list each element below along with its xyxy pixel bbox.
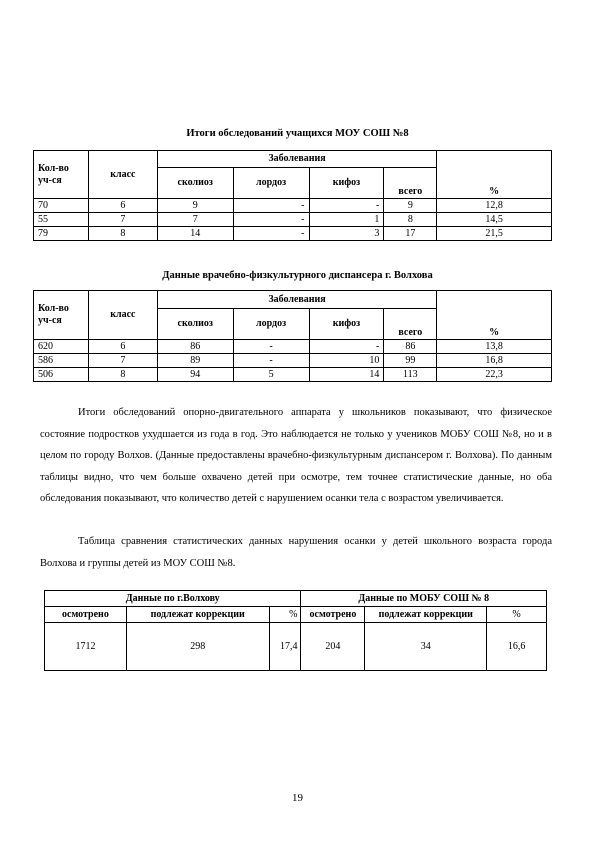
header-correction-school: подлежат коррекции bbox=[365, 607, 487, 623]
header-lordosis: лордоз bbox=[233, 168, 309, 199]
table1-title: Итоги обследований учащихся МОУ СОШ №8 bbox=[186, 128, 409, 139]
cell: 8 bbox=[88, 227, 157, 241]
header-examined-school: осмотрено bbox=[301, 607, 365, 623]
cell: 14 bbox=[157, 227, 233, 241]
city-percent: 17,4 bbox=[269, 623, 301, 671]
cell: 70 bbox=[34, 199, 89, 213]
cell: 14,5 bbox=[437, 213, 552, 227]
cell: 620 bbox=[34, 340, 89, 354]
header-count: Кол-во уч-ся bbox=[34, 291, 89, 340]
header-percent-school: % bbox=[487, 607, 547, 623]
page-number: 19 bbox=[292, 792, 303, 804]
cell: 17 bbox=[384, 227, 437, 241]
header-kyphosis: кифоз bbox=[309, 168, 384, 199]
table-row bbox=[34, 213, 552, 227]
header-school: Данные по МОБУ СОШ № 8 bbox=[301, 591, 547, 607]
table-row bbox=[34, 199, 552, 213]
cell: 99 bbox=[384, 354, 437, 368]
comparison-table bbox=[44, 590, 547, 671]
header-lordosis: лордоз bbox=[233, 309, 309, 340]
cell: - bbox=[233, 199, 309, 213]
table-row bbox=[45, 623, 547, 671]
cell: 14 bbox=[309, 368, 384, 382]
cell: 8 bbox=[88, 368, 157, 382]
cell: - bbox=[309, 199, 384, 213]
header-percent: % bbox=[269, 607, 301, 623]
cell: 113 bbox=[384, 368, 437, 382]
cell: 9 bbox=[384, 199, 437, 213]
cell: 586 bbox=[34, 354, 89, 368]
city-correction: 298 bbox=[126, 623, 269, 671]
cell: 21,5 bbox=[437, 227, 552, 241]
table-row bbox=[34, 340, 552, 354]
school-examined: 204 bbox=[301, 623, 365, 671]
cell: 55 bbox=[34, 213, 89, 227]
table-row bbox=[34, 354, 552, 368]
header-percent: % bbox=[437, 291, 552, 340]
header-class: класс bbox=[88, 151, 157, 199]
cell: 7 bbox=[157, 213, 233, 227]
table2 bbox=[33, 290, 552, 382]
cell: 7 bbox=[88, 213, 157, 227]
cell: 22,3 bbox=[437, 368, 552, 382]
header-scoliosis: сколиоз bbox=[157, 168, 233, 199]
table1 bbox=[33, 150, 552, 241]
header-kyphosis: кифоз bbox=[309, 309, 384, 340]
cell: 3 bbox=[309, 227, 384, 241]
cell: 5 bbox=[233, 368, 309, 382]
cell: 16,8 bbox=[437, 354, 552, 368]
cell: - bbox=[309, 340, 384, 354]
header-correction: подлежат коррекции bbox=[126, 607, 269, 623]
body-paragraph: Таблица сравнения статистических данных нарушения осанки у детей школьного возраста города Волхова и группы детей из МОУ СОШ №8. bbox=[40, 536, 552, 569]
cell: 7 bbox=[88, 354, 157, 368]
cell: 12,8 bbox=[437, 199, 552, 213]
cell: - bbox=[233, 227, 309, 241]
school-correction: 34 bbox=[365, 623, 487, 671]
header-scoliosis: сколиоз bbox=[157, 309, 233, 340]
school-percent: 16,6 bbox=[487, 623, 547, 671]
cell: 89 bbox=[157, 354, 233, 368]
header-percent: % bbox=[437, 151, 552, 199]
cell: 94 bbox=[157, 368, 233, 382]
header-examined: осмотрено bbox=[45, 607, 127, 623]
header-class: класс bbox=[88, 291, 157, 340]
cell: - bbox=[233, 340, 309, 354]
header-disease: Заболевания bbox=[157, 291, 437, 309]
cell: 79 bbox=[34, 227, 89, 241]
cell: 86 bbox=[384, 340, 437, 354]
cell: 86 bbox=[157, 340, 233, 354]
cell: 8 bbox=[384, 213, 437, 227]
header-disease: Заболевания bbox=[157, 151, 437, 168]
cell: 13,8 bbox=[437, 340, 552, 354]
cell: - bbox=[233, 213, 309, 227]
cell: 9 bbox=[157, 199, 233, 213]
header-total: всего bbox=[384, 168, 437, 199]
table-row bbox=[34, 227, 552, 241]
cell: 506 bbox=[34, 368, 89, 382]
cell: - bbox=[233, 354, 309, 368]
cell: 10 bbox=[309, 354, 384, 368]
header-city: Данные по г.Волхову bbox=[45, 591, 301, 607]
table-row bbox=[34, 368, 552, 382]
table2-title: Данные врачебно-физкультурного диспансера г. Волхова bbox=[162, 270, 433, 281]
body-paragraph: Итоги обследований опорно-двигательного аппарата у школьников показывают, что физическое состояние подростков ухудшается из года в год. Это наблюдается не только у учеников МОБУ СОШ №8, но и в целом по городу Волхов. (Данные предоставлены врачебно-физкультурным диспансером г. Волхова). По данным таблицы видно, что чем больше охвачено детей при осмотре, тем точнее статистические данные, но оба обследования показывают, что количество детей с нарушением осанки тела с возрастом увеличивается. bbox=[40, 407, 552, 504]
cell: 6 bbox=[88, 340, 157, 354]
cell: 1 bbox=[309, 213, 384, 227]
header-total: всего bbox=[384, 309, 437, 340]
cell: 6 bbox=[88, 199, 157, 213]
header-count: Кол-во уч-ся bbox=[34, 151, 89, 199]
city-examined: 1712 bbox=[45, 623, 127, 671]
